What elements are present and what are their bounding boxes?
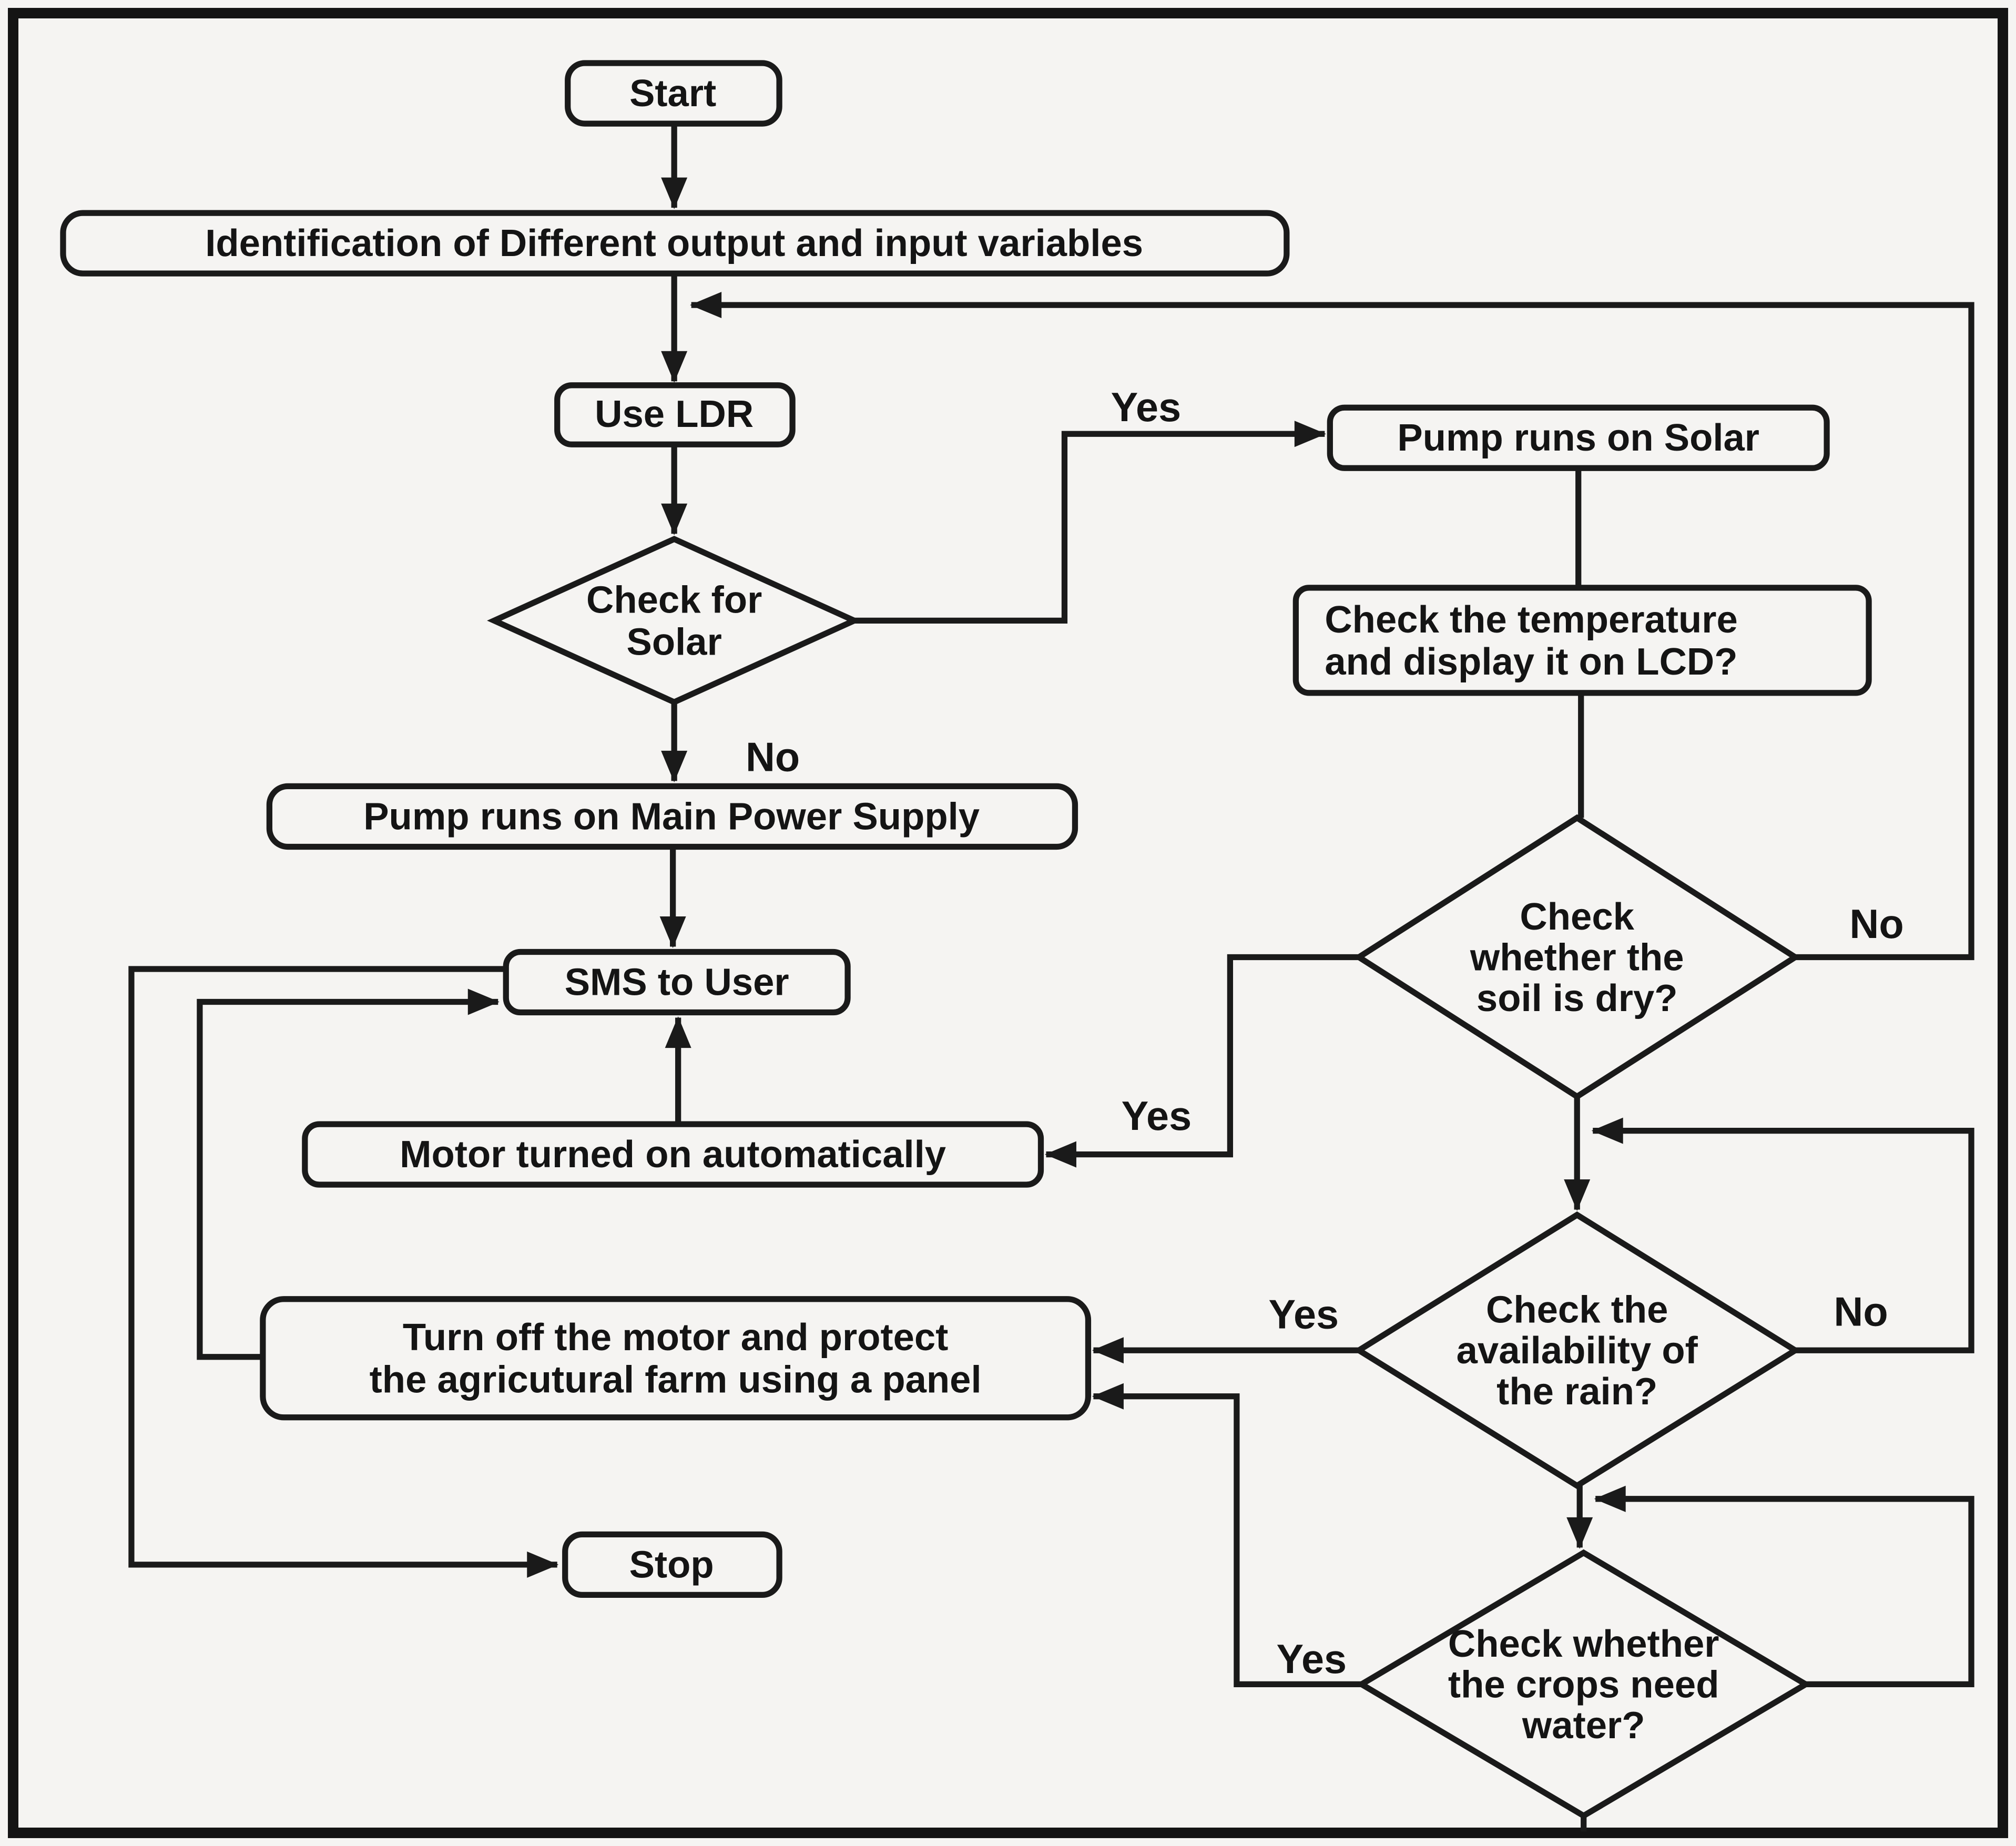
start-label: Start — [629, 72, 717, 115]
label-solar-yes: Yes — [1111, 385, 1182, 431]
sms-user-label: SMS to User — [564, 961, 789, 1004]
node-start — [568, 63, 779, 124]
node-pump-main — [269, 786, 1075, 846]
node-check-temp — [1296, 588, 1869, 693]
check-soil-label: Check whether the soil is dry? — [1470, 895, 1684, 1019]
node-turn-off — [263, 1299, 1088, 1417]
node-stop — [565, 1534, 779, 1595]
label-solar-no: No — [745, 735, 800, 780]
label-soil-no: No — [1849, 901, 1904, 947]
node-use-ldr — [557, 385, 792, 445]
check-temp-label: Check the temperature and display it on LCD? — [1325, 598, 1738, 683]
label-rain-no: No — [1834, 1289, 1888, 1335]
motor-on-label: Motor turned on automatically — [400, 1133, 946, 1176]
use-ldr-label: Use LDR — [595, 393, 754, 436]
node-motor-on — [305, 1124, 1041, 1185]
label-rain-yes: Yes — [1268, 1292, 1339, 1338]
pump-solar-label: Pump runs on Solar — [1397, 416, 1760, 460]
turn-off-label: Turn off the motor and protect the agricutural farm using a panel — [369, 1315, 982, 1401]
stop-label: Stop — [629, 1543, 714, 1586]
pump-main-label: Pump runs on Main Power Supply — [363, 795, 980, 838]
check-rain-label: Check the availability of the rain? — [1456, 1288, 1698, 1413]
label-crops-yes: Yes — [1276, 1636, 1347, 1682]
identification-label: Identification of Different output and input variables — [205, 222, 1144, 265]
node-pump-solar — [1330, 407, 1827, 468]
node-sms-user — [506, 952, 848, 1013]
node-identification — [63, 213, 1287, 273]
check-solar-label: Check for Solar — [586, 578, 762, 663]
label-soil-yes: Yes — [1121, 1094, 1192, 1139]
check-crops-label: Check whether the crops need water? — [1448, 1622, 1719, 1747]
